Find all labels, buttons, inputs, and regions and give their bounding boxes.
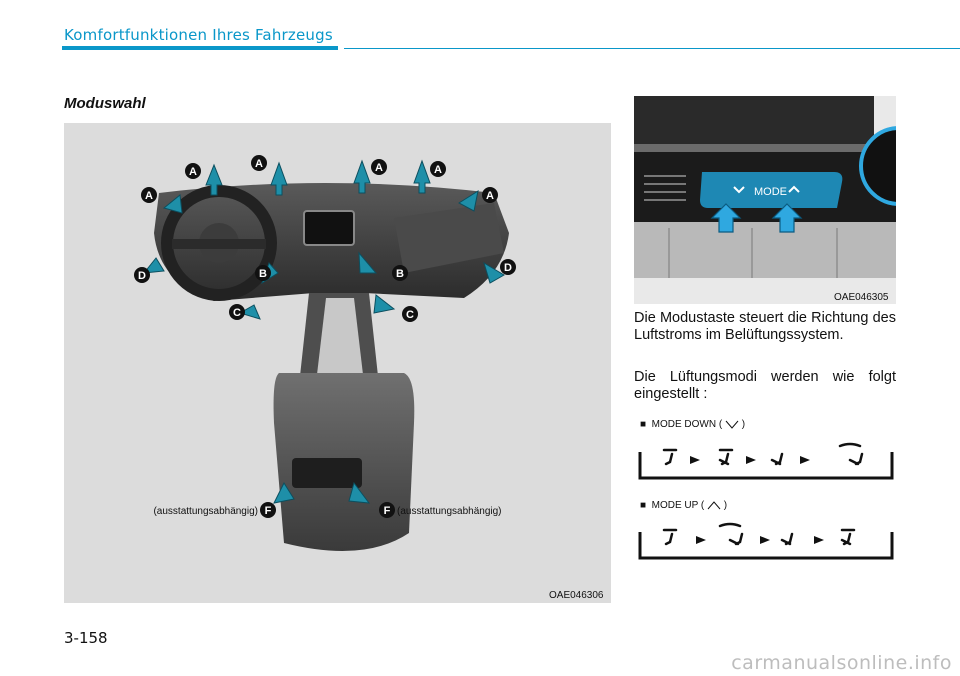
paragraph-modes: Die Lüftungsmodi werden wie folgt eingestellt : <box>634 369 896 402</box>
mode-up-sequence <box>636 520 896 564</box>
bullet: ■ <box>640 419 647 430</box>
watermark: carmanualsonline.info <box>731 652 952 674</box>
callout-a1: A <box>145 190 153 202</box>
callout-d1: D <box>138 270 146 282</box>
callout-a2: A <box>189 166 197 178</box>
optional-note-left: (ausstattungsabhängig) <box>153 506 258 517</box>
dashboard-illustration <box>64 123 611 603</box>
bi-level-icon <box>720 450 732 464</box>
floor-icon <box>782 534 792 544</box>
bi-level-icon <box>842 530 854 544</box>
callout-c1: C <box>233 307 241 319</box>
mode-down-sequence <box>636 440 896 484</box>
mode-down-label <box>640 419 745 430</box>
callout-b1: B <box>259 268 267 280</box>
callout-f2: F <box>383 505 391 517</box>
floor-icon <box>772 454 782 464</box>
floor-defrost-icon <box>720 524 742 544</box>
mode-button-figure <box>634 96 896 304</box>
callout-a4: A <box>375 162 383 174</box>
mode-up-label <box>640 500 727 511</box>
paragraph-mode-button: Die Modustaste steuert die Richtung des Luftstroms im Belüftungssystem. <box>634 310 896 343</box>
page-number: 3-158 <box>64 629 108 647</box>
arrow-icon <box>814 536 824 544</box>
section-title: Komfortfunktionen Ihres Fahrzeugs <box>64 26 333 44</box>
mode-label: MODE <box>754 186 787 198</box>
optional-note-right: (ausstattungsabhängig) <box>397 506 502 517</box>
mode-up-text-start: MODE UP ( <box>651 500 705 511</box>
mode-down-text-end: ) <box>741 419 746 430</box>
arrow-icon <box>800 456 810 464</box>
face-vent-icon <box>664 530 676 544</box>
callout-b2: B <box>396 268 404 280</box>
dashboard-airflow-figure <box>64 123 611 603</box>
arrow-icon <box>746 456 756 464</box>
arrow-icon <box>690 456 700 464</box>
arrow-icon <box>760 536 770 544</box>
callout-c2: C <box>406 309 414 321</box>
chevron-up-icon <box>707 501 721 510</box>
page-heading: Moduswahl <box>64 95 146 112</box>
callout-a6: A <box>486 190 494 202</box>
bullet: ■ <box>640 500 647 511</box>
mode-down-text-start: MODE DOWN ( <box>651 419 723 430</box>
header-rule-thick <box>62 46 338 50</box>
callout-a5: A <box>434 164 442 176</box>
callout-d2: D <box>504 262 512 274</box>
mode-button-illustration <box>634 96 896 304</box>
header-rule-thin <box>344 48 960 49</box>
callout-f1: F <box>264 505 272 517</box>
floor-defrost-icon <box>840 444 862 464</box>
figure-left-code: OAE046306 <box>549 590 604 601</box>
mode-up-text-end: ) <box>723 500 728 511</box>
chevron-down-icon <box>725 420 739 429</box>
face-vent-icon <box>664 450 676 464</box>
callout-a3: A <box>255 158 263 170</box>
arrow-icon <box>696 536 706 544</box>
figure-right-code: OAE046305 <box>834 292 889 303</box>
